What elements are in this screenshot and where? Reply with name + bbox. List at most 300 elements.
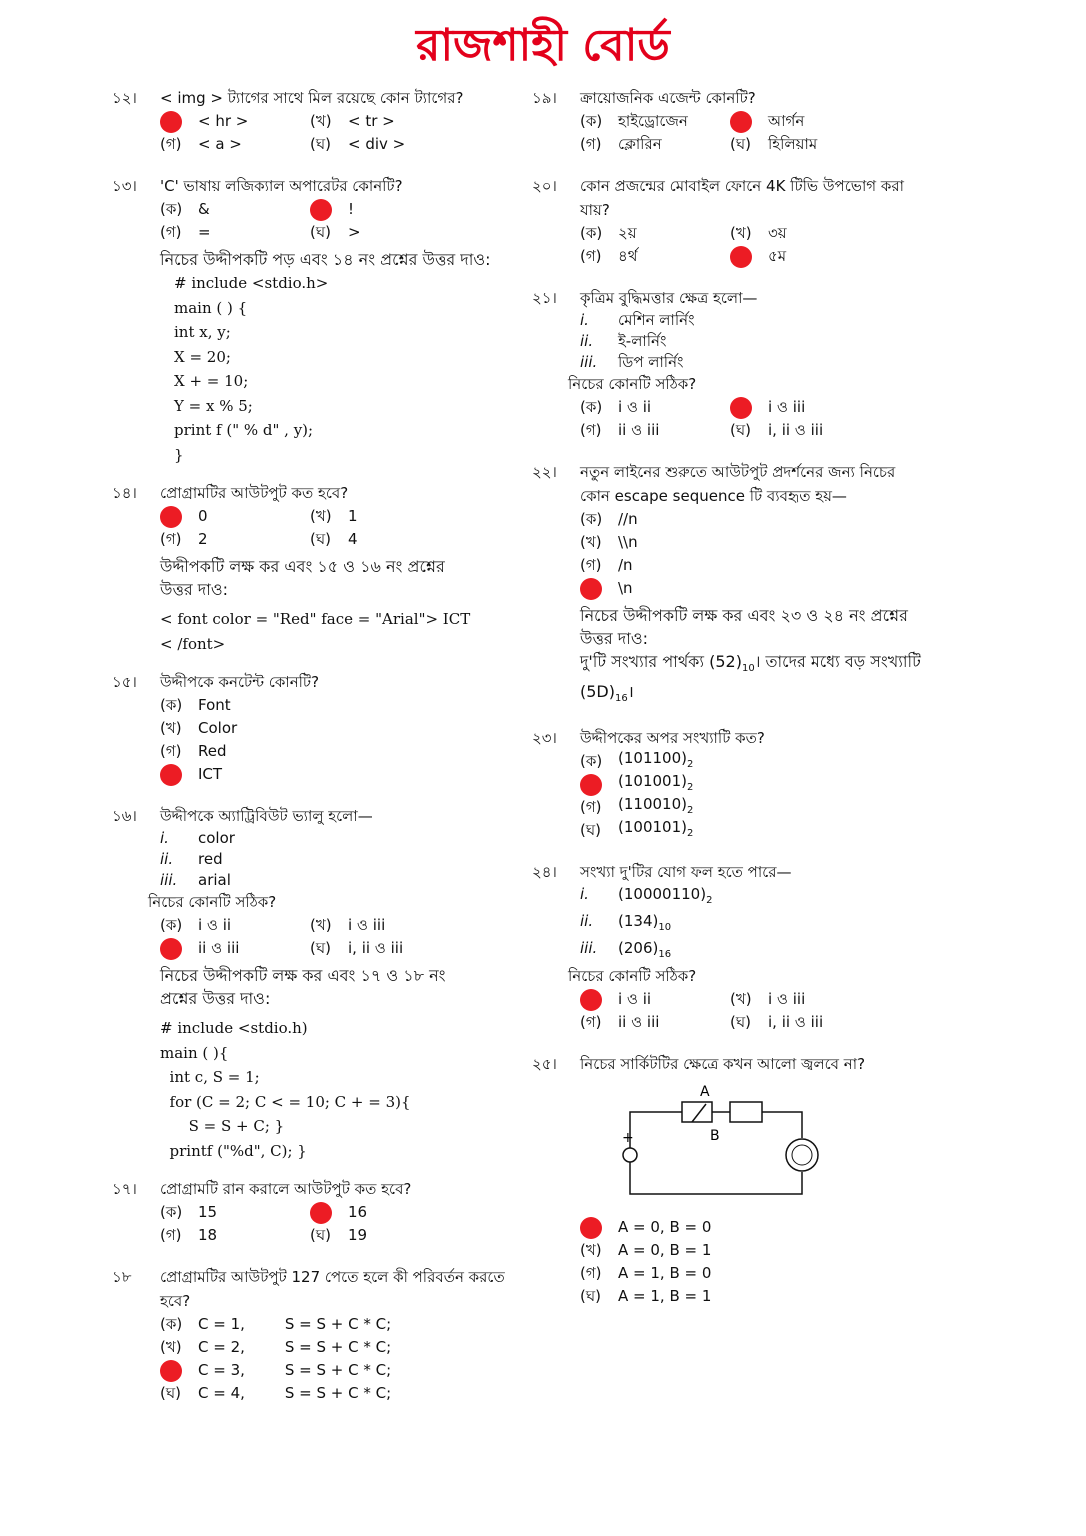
option-value: i ও ii [618, 398, 652, 416]
page-title: রাজশাহী বোর্ড [416, 20, 670, 71]
correct-answer-marker [580, 578, 602, 600]
question-number: ২৩। [532, 729, 557, 748]
option-text [618, 222, 637, 245]
option-value: (100101) [618, 818, 687, 837]
option-text [768, 396, 805, 419]
question-text: সংখ্যা দু'টির যোগ ফল হতে পারে— [580, 863, 792, 882]
option-value: < div > [348, 135, 406, 153]
option-value: হিলিয়াম [768, 135, 818, 153]
option-text [768, 133, 817, 156]
option-label: (খ) [310, 112, 332, 130]
circuit-wire-left [630, 1112, 682, 1148]
statement-text [618, 352, 684, 373]
options [160, 914, 512, 960]
option-label: (ঘ) [730, 135, 751, 153]
option-value: 0 [198, 507, 208, 525]
option-label: (গ) [580, 247, 602, 265]
options [160, 505, 512, 551]
statement-base: 16 [658, 949, 672, 961]
option-text [768, 1011, 823, 1034]
option[interactable] [160, 221, 310, 244]
statement-numeral: ii. [580, 332, 594, 350]
question-12 [112, 86, 512, 156]
option-value: Color [198, 719, 238, 737]
stimulus-14: নিচের উদ্দীপকটি পড় এবং ১৪ নং প্রশ্নের উত্তর দাও: [160, 250, 491, 269]
options [160, 1201, 512, 1247]
question-text: নতুন লাইনের শুরুতে আউটপুট প্রদর্শনের জন্য নিচের কোন escape sequence টি ব্যবহৃত হয়— [580, 463, 896, 505]
option[interactable] [730, 1011, 880, 1034]
option[interactable] [580, 396, 730, 419]
option[interactable] [160, 1224, 310, 1247]
option[interactable] [160, 528, 310, 551]
switch-b-label: B [710, 1128, 720, 1145]
statement-text [618, 331, 666, 352]
option[interactable] [580, 110, 730, 133]
option[interactable] [310, 505, 460, 528]
option-value: i, ii ও iii [348, 939, 404, 957]
question-14 [112, 481, 512, 551]
statement-value: arial [198, 871, 231, 889]
statement-base: 10 [658, 922, 672, 934]
statement-numeral: i. [580, 885, 589, 904]
lamp [786, 1139, 818, 1171]
question-text: উদ্দীপকে অ্যাট্রিবিউট ভ্যালু হলো— [160, 807, 373, 825]
correct-answer-marker [160, 764, 182, 786]
option-label: (খ) [160, 719, 182, 737]
option-label: (খ) [730, 224, 752, 242]
statement [160, 849, 512, 870]
option-text [768, 245, 786, 268]
correct-answer-marker [160, 1360, 182, 1382]
option[interactable] [580, 1239, 880, 1262]
code-line: < /font> [160, 634, 226, 653]
question-header [112, 804, 512, 828]
option[interactable] [580, 222, 730, 245]
question-text: কোন প্রজন্মের মোবাইল ফোনে 4K টিভি উপভোগ করা যায়? [580, 177, 904, 219]
stimulus-23-24-numbers [580, 650, 922, 710]
statement-numeral: i. [160, 829, 169, 847]
option[interactable] [160, 1313, 460, 1336]
option-base: 2 [686, 805, 694, 817]
statement-numeral: ii. [580, 912, 594, 931]
option[interactable] [160, 914, 310, 937]
option-code: S = S + C * C; [284, 1338, 392, 1356]
option-text [198, 528, 208, 551]
option-text [198, 1382, 245, 1405]
statement-value: red [198, 850, 223, 868]
option-value: C = 2, [198, 1338, 245, 1356]
option-base: 2 [686, 759, 694, 771]
options [580, 110, 922, 156]
question-header [532, 174, 922, 222]
option-label: (ক) [580, 224, 603, 242]
option[interactable] [580, 1285, 880, 1308]
option-value: < tr > [348, 112, 395, 130]
question-number: ১৮ [112, 1268, 132, 1286]
option-text [618, 419, 659, 442]
question-23 [532, 726, 922, 842]
option[interactable] [580, 554, 880, 577]
option-value: i ও iii [348, 916, 386, 934]
correct-answer-marker [730, 397, 752, 419]
option-value: ৩য় [768, 224, 787, 242]
option-text [348, 110, 395, 133]
which-correct: নিচের কোনটি সঠিক? [568, 967, 697, 986]
option-text [618, 245, 637, 268]
option[interactable] [580, 419, 730, 442]
statement [580, 352, 922, 373]
option[interactable] [580, 1216, 880, 1239]
option-text [348, 221, 361, 244]
statement-numeral: iii. [580, 939, 598, 958]
option-text [348, 133, 405, 156]
option[interactable] [730, 222, 880, 245]
option[interactable] [730, 396, 880, 419]
option-value: 16 [348, 1203, 368, 1221]
option-value: \\n [618, 533, 638, 551]
option[interactable] [310, 133, 460, 156]
option-value: > [348, 223, 361, 241]
code-line: # include <stdio.h) [160, 1019, 308, 1037]
option-label: (খ) [580, 1241, 602, 1260]
code-block-1 [174, 271, 512, 467]
option-value: < hr > [198, 112, 249, 130]
question-number: ২০। [532, 177, 557, 195]
option-base: 2 [686, 782, 694, 794]
option-text [198, 914, 231, 937]
option-label: (ঘ) [310, 1226, 331, 1244]
question-number: ১৫। [112, 673, 137, 691]
options [160, 110, 512, 156]
question-22 [532, 460, 922, 600]
options [580, 750, 922, 842]
option-label: (গ) [580, 798, 602, 817]
option-text [348, 1201, 367, 1224]
question-text: উদ্দীপকে কনটেন্ট কোনটি? [160, 673, 320, 691]
option-label: (খ) [310, 507, 332, 525]
option-value: & [198, 200, 210, 218]
question-header [112, 86, 512, 110]
option-text [618, 1285, 711, 1308]
option[interactable] [160, 717, 460, 740]
option[interactable] [580, 988, 730, 1011]
stimulus-larger: । তাদের মধ্যে বড় সংখ্যাটি (5D) [580, 652, 921, 702]
code-line: < font color = "Red" face = "Arial"> ICT [160, 610, 471, 628]
statement-text [618, 884, 712, 911]
option-label: (ঘ) [310, 223, 331, 241]
question-header [532, 460, 922, 508]
option-text [348, 505, 358, 528]
statement-value: ই-লার্নিং [618, 332, 667, 350]
statement [580, 938, 922, 965]
option-label: (ক) [160, 916, 183, 934]
which-correct: নিচের কোনটি সঠিক? [148, 893, 277, 911]
question-header [532, 86, 922, 110]
statement-text [618, 310, 695, 331]
option-label: (ঘ) [580, 821, 601, 840]
option[interactable] [310, 937, 460, 960]
option[interactable] [730, 133, 880, 156]
option[interactable] [580, 508, 880, 531]
statement-text [198, 870, 231, 891]
code-line: int c, S = 1; [160, 1068, 260, 1086]
option[interactable] [160, 198, 310, 221]
option-text [198, 1201, 217, 1224]
question-24 [532, 860, 922, 1034]
option-text [768, 988, 805, 1011]
statement-text [198, 849, 223, 870]
correct-answer-marker [310, 1202, 332, 1224]
option-value: ii ও iii [618, 421, 660, 439]
option-value: A = 0, B = 0 [618, 1218, 712, 1237]
option-label: (ক) [160, 200, 183, 218]
option-value: < a > [198, 135, 242, 153]
question-text: প্রোগ্রামটির আউটপুট 127 পেতে হলে কী পরিবর্তন করতে হবে? [160, 1268, 505, 1310]
option-value: ২য় [618, 224, 637, 242]
option-label: (গ) [580, 1264, 602, 1283]
option-value: (101001) [618, 772, 687, 791]
option-text [618, 1216, 711, 1239]
question-header [532, 1052, 922, 1076]
option[interactable] [580, 819, 880, 842]
code-line: int x, y; [174, 323, 231, 341]
option[interactable] [160, 1359, 460, 1382]
option[interactable] [160, 505, 310, 528]
option-label: (ঘ) [580, 1287, 601, 1306]
option-label: (গ) [160, 135, 182, 153]
option[interactable] [160, 937, 310, 960]
option-label: (গ) [580, 1013, 602, 1032]
correct-answer-marker [160, 506, 182, 528]
stimulus-15-16: উদ্দীপকটি লক্ষ কর এবং ১৫ ও ১৬ নং প্রশ্নের উত্তর দাও: [160, 557, 445, 599]
which-correct: নিচের কোনটি সঠিক? [568, 375, 697, 393]
option-label: (ঘ) [160, 1384, 181, 1402]
option-value: //n [618, 510, 638, 528]
question-number: ১৬। [112, 807, 137, 825]
option-label: (গ) [580, 421, 602, 439]
correct-answer-marker [730, 246, 752, 268]
option-label: (গ) [160, 1226, 182, 1244]
option-value: /n [618, 556, 633, 574]
switch-b [730, 1102, 762, 1122]
left-column [112, 86, 512, 1423]
option-text [198, 1359, 245, 1382]
options [580, 222, 922, 268]
option[interactable] [160, 1201, 310, 1224]
question-header [532, 860, 922, 884]
options [580, 508, 922, 600]
option-text [198, 110, 248, 133]
option-text [618, 816, 693, 845]
option-label: (খ) [160, 1338, 182, 1356]
code-line: X + = 10; [174, 372, 249, 390]
plus-label: + [622, 1130, 634, 1147]
option-text [198, 763, 222, 786]
option-value: ৫ম [768, 247, 787, 265]
statement-value: ডিপ লার্নিং [618, 353, 684, 371]
option-value: 2 [198, 530, 208, 548]
option[interactable] [310, 221, 460, 244]
option[interactable] [580, 1262, 880, 1285]
statement-value: (206) [618, 939, 659, 958]
option-text [348, 937, 403, 960]
code-line: main ( ) { [174, 298, 248, 317]
stimulus-difference: দু'টি সংখ্যার পার্থক্য (52) [580, 652, 742, 671]
option[interactable] [730, 110, 880, 133]
option[interactable] [160, 133, 310, 156]
code-line: S = S + C; } [160, 1117, 285, 1135]
option-text [348, 198, 354, 221]
question-21 [532, 286, 922, 442]
question-13 [112, 174, 512, 244]
option[interactable] [730, 419, 880, 442]
option-label: (ঘ) [730, 1013, 751, 1032]
option-text [198, 740, 227, 763]
question-header [532, 286, 922, 310]
statement-numeral: i. [580, 311, 589, 329]
correct-answer-marker [730, 111, 752, 133]
question-text: ক্রায়োজনিক এজেন্ট কোনটি? [580, 89, 756, 107]
question-16 [112, 804, 512, 960]
options [580, 1216, 922, 1308]
option[interactable] [310, 1201, 460, 1224]
option[interactable] [580, 1011, 730, 1034]
option[interactable] [310, 110, 460, 133]
question-text: উদ্দীপকের অপর সংখ্যাটি কত? [580, 729, 765, 748]
option[interactable] [160, 110, 310, 133]
circuit-wire-right [762, 1112, 802, 1138]
statement [580, 331, 922, 352]
option-value: 18 [198, 1226, 218, 1244]
option-value: A = 1, B = 0 [618, 1264, 712, 1283]
option[interactable] [730, 245, 880, 268]
option-value: ৪র্থ [618, 247, 638, 265]
question-text: প্রোগ্রামটির আউটপুট কত হবে? [160, 484, 349, 502]
stimulus-17-18: নিচের উদ্দীপকটি লক্ষ কর এবং ১৭ ও ১৮ নং প্রশ্নের উত্তর দাও: [160, 966, 446, 1008]
option-value: \n [618, 579, 633, 597]
base-16-sub: 16 [614, 693, 628, 705]
correct-answer-marker [580, 989, 602, 1011]
correct-answer-marker [580, 1217, 602, 1239]
option-text [198, 717, 237, 740]
option-label: (গ) [160, 530, 182, 548]
question-header [112, 174, 512, 198]
correct-answer-marker [580, 774, 602, 796]
option-value: 15 [198, 1203, 218, 1221]
option-text [768, 110, 804, 133]
statement-value: (10000110) [618, 885, 707, 904]
options [160, 1313, 512, 1405]
question-header [532, 726, 922, 750]
option-label: (ঘ) [310, 939, 331, 957]
option[interactable] [580, 133, 730, 156]
option-value: Red [198, 742, 227, 760]
circuit-wire-bottom [630, 1162, 802, 1194]
option-label: (ক) [580, 112, 603, 130]
option-text [618, 1262, 711, 1285]
question-text: কৃত্রিম বুদ্ধিমত্তার ক্ষেত্র হলো— [580, 289, 758, 307]
question-number: ১৭। [112, 1180, 137, 1198]
question-header [112, 670, 512, 694]
option[interactable] [160, 1336, 460, 1359]
option[interactable] [580, 531, 880, 554]
option-value: C = 4, [198, 1384, 245, 1402]
option-text [618, 396, 651, 419]
stimulus-end: । [627, 682, 634, 702]
statement-numeral: iii. [580, 353, 598, 371]
question-20 [532, 174, 922, 268]
option-value: ক্লোরিন [618, 135, 662, 153]
circuit-svg [622, 1082, 822, 1212]
option-label: (খ) [580, 533, 602, 551]
option-text [198, 505, 208, 528]
statement-text [198, 828, 235, 849]
option[interactable] [160, 740, 460, 763]
circuit-diagram [622, 1082, 922, 1216]
option-text [618, 110, 688, 133]
option[interactable] [730, 988, 880, 1011]
option-value: = [198, 223, 211, 241]
switch-a-lever [692, 1104, 706, 1122]
statement-base: 2 [706, 895, 713, 907]
option-label: (ঘ) [730, 421, 751, 439]
question-number: ২৪। [532, 863, 557, 882]
option[interactable] [310, 1224, 460, 1247]
option-text [198, 1336, 245, 1359]
statement-value: (134) [618, 912, 659, 931]
option-text [618, 988, 651, 1011]
option-value: 4 [348, 530, 358, 548]
statement [160, 870, 512, 891]
option[interactable] [160, 763, 460, 786]
question-text: নিচের সার্কিটটির ক্ষেত্রে কখন আলো জ্বলবে না? [580, 1055, 866, 1074]
statement [580, 911, 922, 938]
option-value: ii ও iii [198, 939, 240, 957]
option-text [618, 531, 638, 554]
option[interactable] [310, 914, 460, 937]
option[interactable] [310, 528, 460, 551]
option-label: (খ) [730, 990, 752, 1009]
option-value: ii ও iii [618, 1013, 660, 1032]
option-label: (ক) [580, 510, 603, 528]
option-label: (গ) [580, 135, 602, 153]
code-line: main ( ){ [160, 1043, 229, 1062]
option-text [198, 1224, 217, 1247]
code-block-3 [160, 1016, 512, 1163]
option-text [768, 419, 823, 442]
option[interactable] [580, 245, 730, 268]
statement-value: মেশিন লার্নিং [618, 311, 695, 329]
option-text [198, 694, 231, 717]
question-17 [112, 1177, 512, 1247]
option-value: i ও iii [768, 398, 806, 416]
question-text: প্রোগ্রামটি রান করালে আউটপুট কত হবে? [160, 1180, 412, 1198]
statement-value: color [198, 829, 235, 847]
statement [160, 828, 512, 849]
code-line: X = 20; [174, 347, 231, 366]
question-25 [532, 1052, 922, 1308]
option-text [198, 133, 242, 156]
option-base: 2 [686, 828, 694, 840]
option[interactable] [160, 694, 460, 717]
options [580, 396, 922, 442]
option[interactable] [160, 1382, 460, 1405]
option-text [348, 528, 358, 551]
question-number: ২৫। [532, 1055, 557, 1074]
option[interactable] [580, 577, 880, 600]
option-value: C = 3, [198, 1361, 245, 1379]
option[interactable] [310, 198, 460, 221]
